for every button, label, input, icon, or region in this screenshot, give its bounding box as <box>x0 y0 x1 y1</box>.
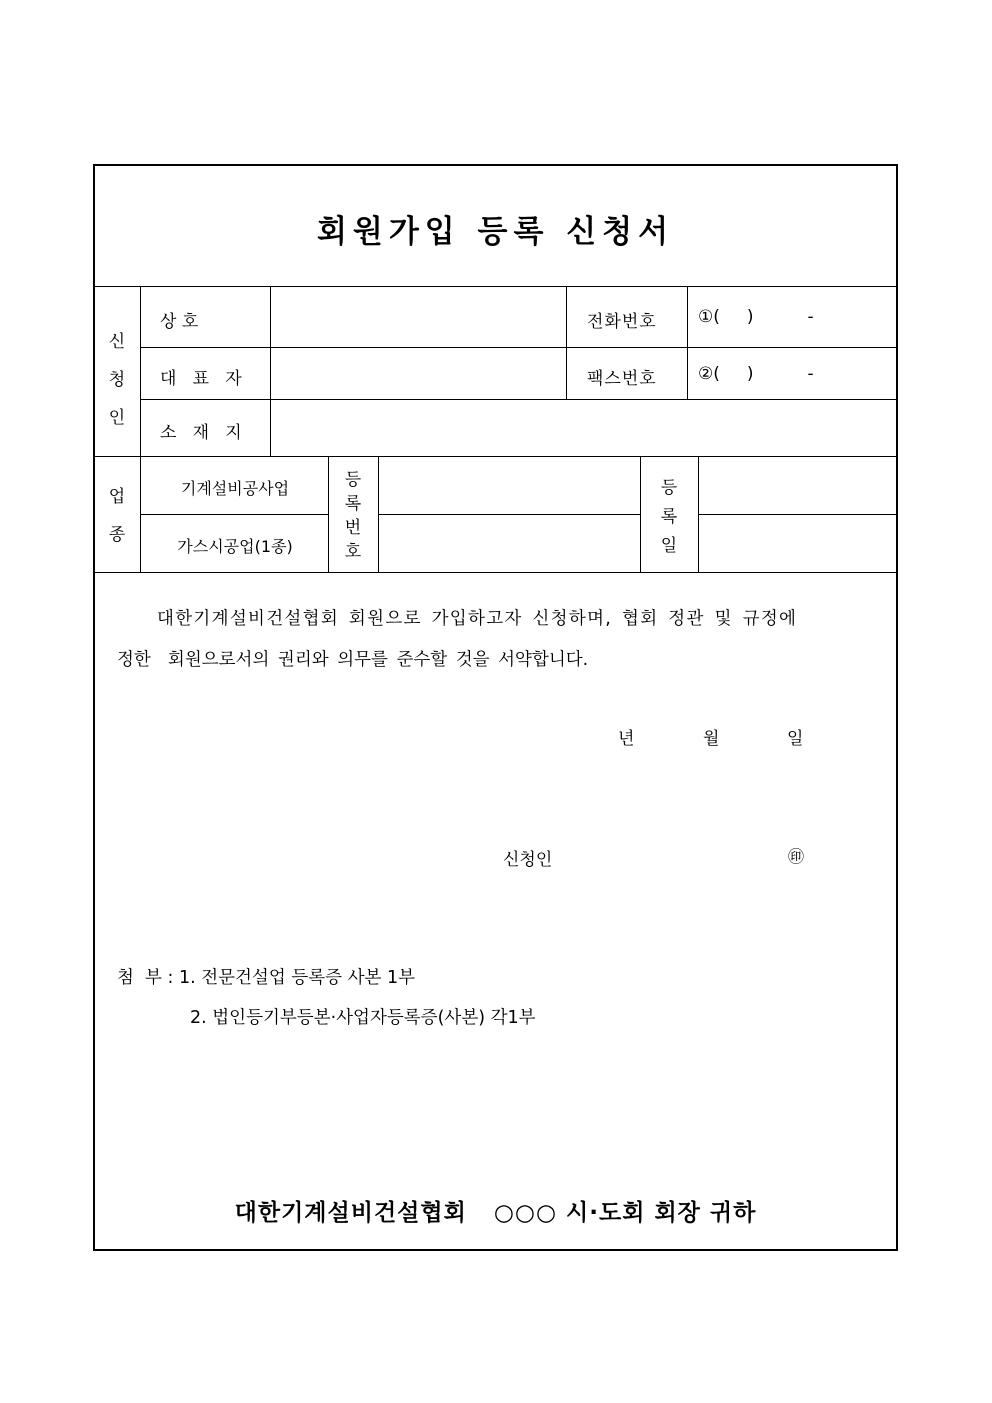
divider <box>140 399 898 400</box>
attachment-line-1: 첨 부 : 1. 전문건설업 등록증 사본 1부 <box>117 968 415 988</box>
addressee: 대한기계설비건설협회 ○○○ 시·도회 회장 귀하 <box>234 1200 757 1226</box>
divider <box>328 456 329 572</box>
seal-icon: ㊞ <box>788 847 805 866</box>
divider <box>698 456 699 572</box>
divider <box>566 286 567 399</box>
divider <box>140 286 141 572</box>
date-month: 월 <box>703 729 720 749</box>
representative-label: 대 표 자 <box>160 369 242 389</box>
address-label: 소 재 지 <box>160 423 242 443</box>
pledge-line-1: 대한기계설비건설협회 회원으로 가입하고자 신청하며, 협회 정관 및 규정에 <box>157 609 798 629</box>
divider <box>95 572 898 573</box>
divider <box>698 514 898 515</box>
registration-number-label: 등 록 번 호 <box>344 470 362 562</box>
registration-date-label: 등 록 일 <box>660 478 678 556</box>
attachment-line-2: 2. 법인등기부등본·사업자등록증(사본) 각1부 <box>190 1008 536 1028</box>
business-type-1: 기계설비공사업 <box>180 479 290 498</box>
business-group-label: 업 종 <box>108 487 126 545</box>
divider <box>140 514 328 515</box>
company-label: 상 호 <box>160 312 199 332</box>
date-year: 년 <box>618 729 635 749</box>
application-form <box>93 164 898 1251</box>
divider <box>95 456 898 457</box>
applicant-group-label: 신 청 인 <box>108 332 126 428</box>
date-day: 일 <box>787 729 804 749</box>
phone-label: 전화번호 <box>587 312 657 332</box>
fax-label: 팩스번호 <box>587 369 657 389</box>
fax-value: ②( ) - <box>698 364 814 384</box>
divider <box>640 456 641 572</box>
pledge-line-2: 정한 회원으로서의 권리와 의무를 준수할 것을 서약합니다. <box>117 650 589 670</box>
divider <box>270 286 271 456</box>
form-title: 회원가입 등록 신청서 <box>316 214 675 250</box>
phone-value: ①( ) - <box>698 307 814 327</box>
divider <box>140 347 898 348</box>
divider <box>95 286 898 287</box>
business-type-2: 가스시공업(1종) <box>177 537 293 556</box>
divider <box>378 514 640 515</box>
divider <box>378 456 379 572</box>
applicant-signature-label: 신청인 <box>503 850 553 870</box>
divider <box>687 286 688 399</box>
